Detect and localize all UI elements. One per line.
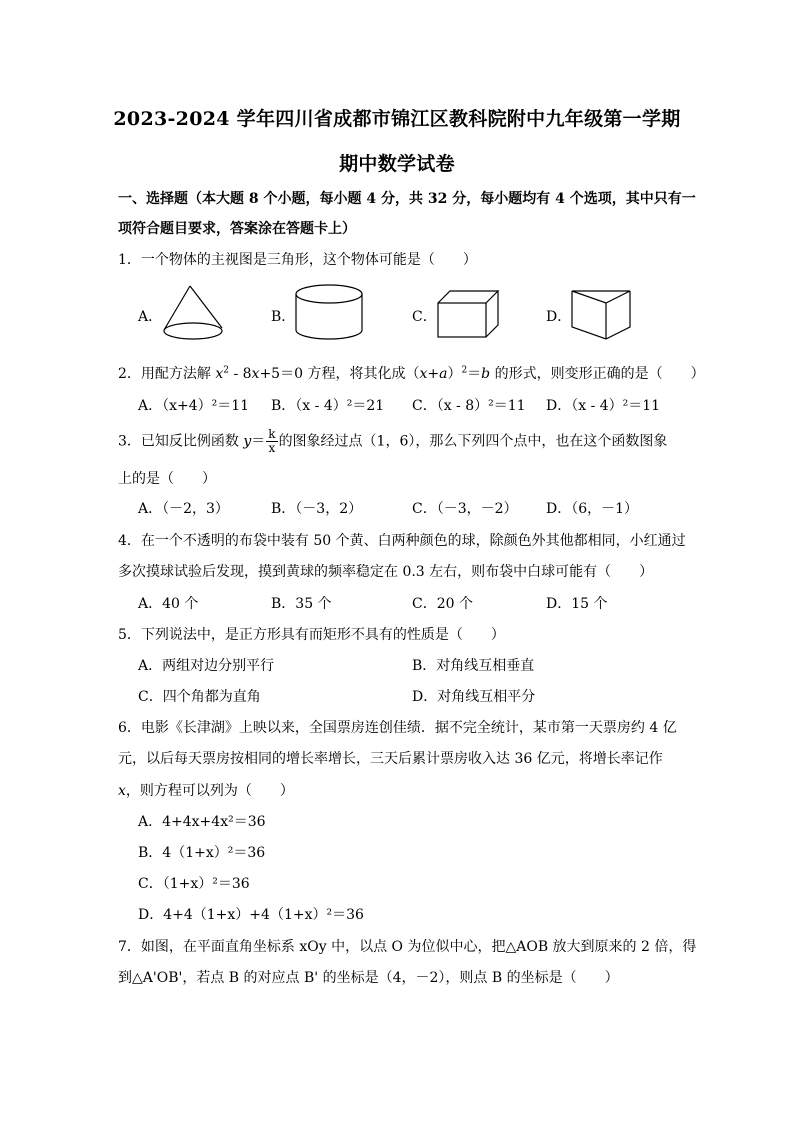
- q3-option-b[interactable]: B．（－3，2）: [271, 501, 363, 517]
- triangular-prism-icon: [570, 287, 634, 343]
- rectangular-prism-icon: [436, 289, 502, 341]
- q6-stem-line3: x，则方程可以列为（ ）: [118, 783, 294, 799]
- q2-option-d[interactable]: D．（x - 4）²＝11: [546, 398, 661, 414]
- q6-option-d[interactable]: D．4+4（1+x）+4（1+x）²＝36: [138, 907, 364, 923]
- q5-option-d[interactable]: D．对角线互相平分: [412, 689, 536, 705]
- q3-option-a[interactable]: A．（－2，3）: [138, 501, 229, 517]
- q4-stem-line2: 多次摸球试验后发现，摸到黄球的频率稳定在 0.3 左右，则布袋中白球可能有（ ）: [118, 564, 654, 580]
- q1-option-a[interactable]: A．: [138, 309, 163, 325]
- q3-option-d[interactable]: D．（6，－1）: [546, 501, 639, 517]
- q4-option-b[interactable]: B．35 个: [271, 596, 332, 612]
- q6-stem-line2: 元，以后每天票房按相同的增长率增长，三天后累计票房收入达 36 亿元，将增长率记作: [118, 751, 663, 767]
- cylinder-icon: [294, 283, 366, 345]
- q5-option-a[interactable]: A．两组对边分别平行: [138, 658, 275, 674]
- q2-option-b[interactable]: B．（x - 4）²＝21: [271, 398, 385, 414]
- q3-stem-line2: 上的是（ ）: [118, 471, 216, 487]
- q3-stem: 3．已知反比例函数 y＝ $\frac{k}{x}$ 的图象经过点（1，6），那么下列四个点中，也在这个函数图象: [118, 427, 668, 455]
- q1-stem: 1．一个物体的主视图是三角形，这个物体可能是（ ）: [118, 252, 477, 268]
- q6-option-b[interactable]: B．4（1+x）²＝36: [138, 845, 266, 861]
- q2-option-c[interactable]: C．（x - 8）²＝11: [412, 398, 526, 414]
- q6-option-c[interactable]: C．（1+x）²＝36: [138, 876, 250, 892]
- q4-stem-line1: 4．在一个不透明的布袋中装有 50 个黄、白两种颜色的球，除颜色外其他都相同，小红通过: [118, 533, 686, 549]
- q7-stem-line2: 到△A'OB'，若点 B 的对应点 B' 的坐标是（4，－2），则点 B 的坐标是（ ）: [118, 970, 619, 986]
- q6-stem-line1: 6．电影《长津湖》上映以来，全国票房连创佳绩．据不完全统计，某市第一天票房约 4 亿: [118, 720, 677, 736]
- cone-icon: [158, 284, 228, 344]
- section1-heading-line1: 一、选择题（本大题 8 个小题，每小题 4 分，共 32 分，每小题均有 4 个选项，其中只有一: [118, 191, 696, 207]
- q2-stem: 2．用配方法解 $x^2 - 8x+5=0$ 方程，将其化成$(x+a)^2=b$ 的形式，则变形正确的是（ ）: [118, 365, 705, 382]
- q6-option-a[interactable]: A．4+4x+4x²＝36: [138, 814, 266, 830]
- fraction-k-over-x: $\frac{k}{x}$: [268, 427, 276, 455]
- q3-option-c[interactable]: C．（－3，－2）: [412, 501, 518, 517]
- q4-option-a[interactable]: A．40 个: [138, 596, 199, 612]
- q5-stem: 5．下列说法中，是正方形具有而矩形不具有的性质是（ ）: [118, 627, 505, 643]
- q1-option-c[interactable]: C．: [412, 309, 437, 325]
- section1-heading-line2: 项符合题目要求，答案涂在答题卡上）: [118, 221, 356, 237]
- q4-option-c[interactable]: C．20 个: [412, 596, 473, 612]
- q1-option-b[interactable]: B．: [271, 309, 296, 325]
- q5-option-b[interactable]: B．对角线互相垂直: [412, 658, 535, 674]
- q2-option-a[interactable]: A．（x+4）²＝11: [138, 398, 250, 414]
- q5-option-c[interactable]: C．四个角都为直角: [138, 689, 261, 705]
- q4-option-d[interactable]: D．15 个: [546, 596, 608, 612]
- exam-title-line1: 2023-2024 学年四川省成都市锦江区教科院附中九年级第一学期: [113, 108, 681, 130]
- q1-option-d[interactable]: D．: [546, 309, 572, 325]
- q7-stem-line1: 7．如图，在平面直角坐标系 xOy 中，以点 O 为位似中心，把△AOB 放大到原来的 2 倍，得: [118, 939, 697, 955]
- exam-title-line2: 期中数学试卷: [339, 153, 455, 175]
